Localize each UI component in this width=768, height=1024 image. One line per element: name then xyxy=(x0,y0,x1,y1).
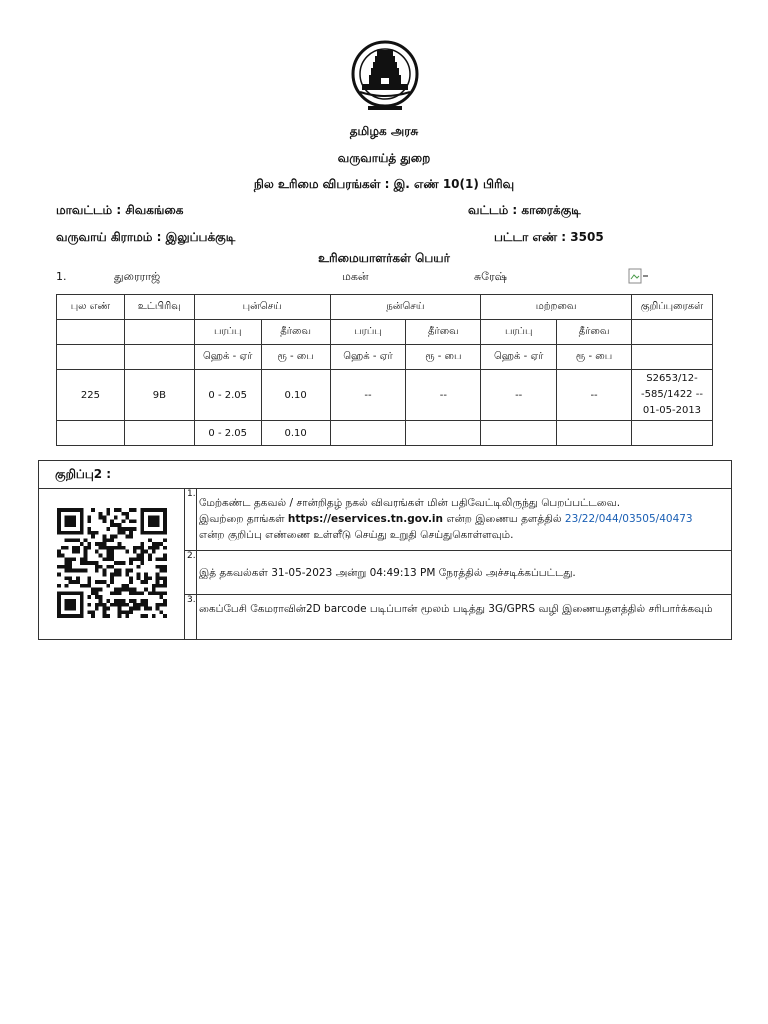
table-row xyxy=(57,370,713,421)
eservices-link[interactable]: https://eservices.tn.gov.in xyxy=(287,513,444,525)
qr-code-icon xyxy=(57,508,167,618)
note-1-text: இவற்றை தாங்கள் xyxy=(199,513,285,525)
tamil-nadu-emblem-icon xyxy=(350,36,420,116)
subheader-area: பரப்பு xyxy=(330,320,406,345)
header-others: மற்றவை xyxy=(481,295,632,320)
subheader-area: பரப்பு xyxy=(194,320,261,345)
note-2-text: இத் தகவல்கள் 31-05-2023 அன்று 04:49:13 PM நேரத்தில் அச்சடிக்கப்பட்டது. xyxy=(199,567,576,579)
note-1-line-1: மேற்கண்ட தகவல் / சான்றிதழ் நகல் விவரங்கள் மின் பதிவேட்டிலிருந்து பெறப்பட்டவை. xyxy=(199,497,621,509)
table-subheader-row xyxy=(57,320,713,345)
owners-heading: உரிமையாளர்கள் பெயர் xyxy=(318,251,450,265)
broken-image-icon xyxy=(628,268,652,284)
notes-section xyxy=(38,460,732,640)
cell-others-tax: -- xyxy=(557,370,632,421)
note-item-2 xyxy=(185,551,731,595)
unit-tax: ரூ - பை xyxy=(406,345,481,370)
header-nanjai: நன்செய் xyxy=(330,295,481,320)
note-1-line-3: என்ற குறிப்பு எண்ணை உள்ளீடு செய்து உறுதி செய்துகொள்ளவும். xyxy=(199,529,514,541)
cell-nanjai-area: -- xyxy=(330,370,406,421)
unit-tax: ரூ - பை xyxy=(261,345,330,370)
note-number: 1. xyxy=(185,489,197,550)
table-header-row xyxy=(57,295,713,320)
unit-area: ஹெக் - ஏர் xyxy=(481,345,557,370)
taluk-field: வட்டம் : காரைக்குடி xyxy=(468,203,581,217)
cell-subdivision: 9B xyxy=(124,370,194,421)
notes-title: குறிப்பு2 : xyxy=(39,461,731,489)
subheader-area: பரப்பு xyxy=(481,320,557,345)
cell-punjai-area: 0 - 2.05 xyxy=(194,370,261,421)
qr-cell xyxy=(39,489,185,639)
table-total-row xyxy=(57,421,713,446)
header-remarks: குறிப்புரைகள் xyxy=(631,295,712,320)
total-area: 0 - 2.05 xyxy=(194,421,261,446)
note-item-1 xyxy=(185,489,731,551)
note-1-text: என்ற இணைய தளத்தில் xyxy=(446,513,562,525)
unit-tax: ரூ - பை xyxy=(557,345,632,370)
cell-remark: S2653/12--585/1422 -- 01-05-2013 xyxy=(631,370,712,421)
note-number: 2. xyxy=(185,551,197,594)
department-title: வருவாய்த் துறை xyxy=(337,151,431,165)
note-number: 3. xyxy=(185,595,197,639)
owner-name: துரைராஜ் xyxy=(114,270,161,283)
total-tax: 0.10 xyxy=(261,421,330,446)
header-punjai: புன்செய் xyxy=(194,295,330,320)
subheader-tax: தீர்வை xyxy=(261,320,330,345)
subheader-tax: தீர்வை xyxy=(557,320,632,345)
district-field: மாவட்டம் : சிவகங்கை xyxy=(56,203,184,217)
unit-area: ஹெக் - ஏர் xyxy=(330,345,406,370)
note-item-3 xyxy=(185,595,731,639)
reference-number-link[interactable]: 23/22/044/03505/40473 xyxy=(564,513,693,525)
subheader-tax: தீர்வை xyxy=(406,320,481,345)
owner-relation: மகன் xyxy=(342,270,369,283)
government-title: தமிழக அரசு xyxy=(349,124,419,138)
patta-number: பட்டா எண் : 3505 xyxy=(494,230,604,244)
owner-father-name: சுரேஷ் xyxy=(474,270,507,283)
cell-others-area: -- xyxy=(481,370,557,421)
cell-nanjai-tax: -- xyxy=(406,370,481,421)
header-subdivision: உட்பிரிவு xyxy=(124,295,194,320)
header-survey-no: புல எண் xyxy=(57,295,125,320)
unit-area: ஹெக் - ஏர் xyxy=(194,345,261,370)
table-units-row xyxy=(57,345,713,370)
form-title: நில உரிமை விபரங்கள் : இ. எண் 10(1) பிரிவு xyxy=(253,177,515,191)
owner-index: 1. xyxy=(56,270,67,283)
cell-survey-no: 225 xyxy=(57,370,125,421)
land-details-table xyxy=(56,294,713,446)
note-3-text: கைப்பேசி கேமராவின்2D barcode படிப்பான் மூலம் படித்து 3G/GPRS வழி இணையதளத்தில் சரிபார்க்கவும் xyxy=(199,603,713,615)
cell-punjai-tax: 0.10 xyxy=(261,370,330,421)
village-field: வருவாய் கிராமம் : இலுப்பக்குடி xyxy=(56,230,236,244)
